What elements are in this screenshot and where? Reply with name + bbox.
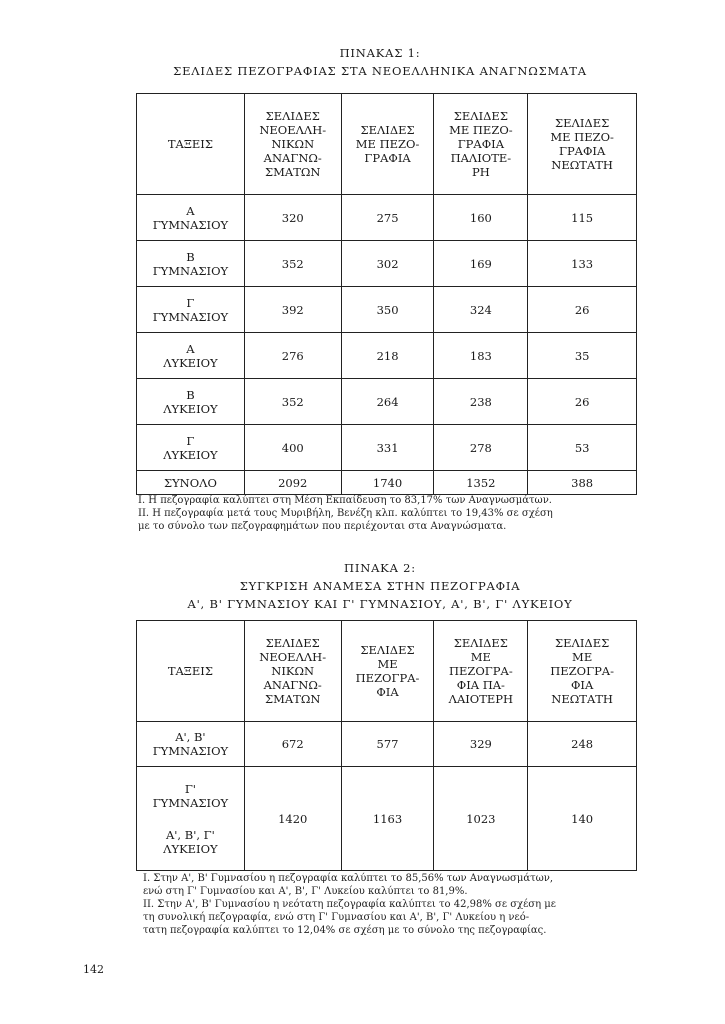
table1-header-cell — [434, 94, 528, 195]
table1-total-cell: 388 — [528, 471, 637, 495]
table1-value-cell: 115 — [528, 195, 637, 241]
cell-line: ΣΕΛΙΔΕΣ — [360, 123, 415, 137]
table1-row — [137, 287, 637, 333]
table2-header-cell — [244, 621, 341, 722]
table2-value-cell: 1420 — [244, 767, 341, 871]
table1-header-cell — [137, 94, 245, 195]
table1 — [136, 93, 637, 495]
table1-value-cell: 320 — [244, 195, 341, 241]
cell-line: ΝΕΟΕΛΛΗ- — [259, 123, 327, 137]
cell-line: ΡΗ — [471, 165, 490, 179]
table2-value-cell: 672 — [244, 722, 341, 767]
cell-line: ΛΥΚΕΙΟΥ — [163, 401, 218, 416]
cell-line: ΓΡΑΦΙΑ — [558, 144, 606, 158]
table1-total-label: ΣΥΝΟΛΟ — [137, 471, 245, 495]
cell-line: ΓΥΜΝΑΣΙΟΥ — [152, 217, 229, 232]
table1-class-cell — [137, 287, 245, 333]
table1-class-cell — [137, 195, 245, 241]
table2-value-cell: 329 — [434, 722, 528, 767]
table2-caption — [120, 559, 640, 613]
cell-line: ΓΡΑΦΙΑ — [457, 137, 505, 151]
table1-row — [137, 241, 637, 287]
cell-line: ΝΕΩΤΑΤΗ — [551, 158, 613, 172]
cell-line: ΓΡΑΦΙΑ — [364, 151, 411, 165]
table1-value-cell: 331 — [341, 425, 434, 471]
table1-value-cell: 35 — [528, 333, 637, 379]
table1-row — [137, 333, 637, 379]
cell-line: ΜΕ ΠΕΖΟ- — [355, 137, 420, 151]
table1-header-cell — [244, 94, 341, 195]
note-line: με το σύνολο των πεζογραφημάτων που περιέχονται στα Αναγνώσματα. — [138, 521, 507, 532]
table2 — [136, 620, 637, 871]
table1-value-cell: 324 — [434, 287, 528, 333]
cell-line: ΣΕΛΙΔΕΣ — [555, 636, 610, 650]
table1-row — [137, 379, 637, 425]
cell-line: ΜΕ — [470, 650, 491, 664]
cell-line: ΣΕΛΙΔΕΣ — [265, 636, 320, 650]
cell-line: ΦΙΑ — [376, 685, 399, 699]
table1-value-cell: 352 — [244, 379, 341, 425]
table1-class-cell — [137, 241, 245, 287]
table2-caption-line2: ΣΥΓΚΡΙΣΗ ΑΝΑΜΕΣΑ ΣΤΗΝ ΠΕΖΟΓΡΑΦΙΑ — [239, 579, 521, 593]
table1-value-cell: 238 — [434, 379, 528, 425]
cell-line: ΓΥΜΝΑΣΙΟΥ — [152, 263, 229, 278]
table1-row — [137, 195, 637, 241]
table1-value-cell: 276 — [244, 333, 341, 379]
cell-line: Γ' — [184, 781, 196, 796]
table1-caption-line2: ΣΕΛΙΔΕΣ ΠΕΖΟΓΡΑΦΙΑΣ ΣΤΑ ΝΕΟΕΛΛΗΝΙΚΑ ΑΝΑΓΝΩΣΜΑΤΑ — [173, 64, 587, 78]
cell-line: ΠΕΖΟΓΡΑ- — [355, 671, 420, 685]
table2-row — [137, 722, 637, 767]
table1-value-cell: 26 — [528, 379, 637, 425]
table1-value-cell: 352 — [244, 241, 341, 287]
note-line: ΙΙ. Η πεζογραφία μετά τους Μυριβήλη, Βενέζη κλπ. καλύπτει το 19,43% σε σχέση — [138, 508, 553, 519]
cell-line: ΣΕΛΙΔΕΣ — [555, 116, 610, 130]
table1-value-cell: 278 — [434, 425, 528, 471]
cell-line: ΠΕΖΟΓΡΑ- — [448, 664, 513, 678]
cell-line: Α — [186, 341, 195, 356]
table1-total-cell: 2092 — [244, 471, 341, 495]
table2-value-cell: 577 — [341, 722, 434, 767]
table1-value-cell: 302 — [341, 241, 434, 287]
table2-header-cell — [137, 621, 245, 722]
table1-total-cell: 1352 — [434, 471, 528, 495]
table1-value-cell: 218 — [341, 333, 434, 379]
note-line: ΙΙ. Στην Α', Β' Γυμνασίου η νεότατη πεζογραφία καλύπτει το 42,98% σε σχέση με — [143, 899, 556, 910]
table2-class-cell — [137, 767, 245, 871]
table1-value-cell: 133 — [528, 241, 637, 287]
table1-row — [137, 425, 637, 471]
table2-notes — [143, 872, 643, 937]
cell-line: ΛΥΚΕΙΟΥ — [163, 355, 218, 370]
table1-total-cell: 1740 — [341, 471, 434, 495]
table2-value-cell: 248 — [528, 722, 637, 767]
cell-line: ΜΕ ΠΕΖΟ- — [550, 130, 614, 144]
cell-line: ΛΥΚΕΙΟΥ — [163, 447, 218, 462]
table1-header-row — [137, 94, 637, 195]
table1-value-cell: 275 — [341, 195, 434, 241]
table1-value-cell: 26 — [528, 287, 637, 333]
table1-notes — [138, 494, 638, 533]
cell-line: ΣΕΛΙΔΕΣ — [360, 643, 415, 657]
table2-caption-line3: Α', Β' ΓΥΜΝΑΣΙΟΥ ΚΑΙ Γ' ΓΥΜΝΑΣΙΟΥ, Α', Β', Γ' ΛΥΚΕΙΟΥ — [187, 597, 573, 611]
cell-line: ΤΑΞΕΙΣ — [167, 137, 213, 151]
cell-line: ΣΕΛΙΔΕΣ — [453, 636, 508, 650]
cell-line: ΛΥΚΕΙΟΥ — [163, 841, 218, 856]
cell-line: ΣΕΛΙΔΕΣ — [265, 109, 320, 123]
table1-value-cell: 53 — [528, 425, 637, 471]
cell-line: ΣΜΑΤΩΝ — [265, 165, 321, 179]
note-line: τη συνολική πεζογραφία, ενώ στη Γ' Γυμνασίου και Α', Β', Γ' Λυκείου η νεό- — [143, 912, 530, 923]
table1-class-cell — [137, 425, 245, 471]
cell-line: ΜΕ ΠΕΖΟ- — [449, 123, 513, 137]
table2-header-cell — [434, 621, 528, 722]
cell-line: ΝΙΚΩΝ — [271, 137, 315, 151]
table1-class-cell — [137, 379, 245, 425]
cell-line: ΛΑΙΟΤΕΡΗ — [448, 692, 514, 706]
cell-line: ΤΑΞΕΙΣ — [167, 664, 213, 678]
table1-value-cell: 183 — [434, 333, 528, 379]
table2-class-cell — [137, 722, 245, 767]
cell-line: Γ — [186, 295, 195, 310]
table1-value-cell: 169 — [434, 241, 528, 287]
cell-line: ΣΜΑΤΩΝ — [264, 692, 321, 706]
table1-class-cell — [137, 333, 245, 379]
table2-header-cell — [341, 621, 434, 722]
table2-caption-line1: ΠΙΝΑΚΑ 2: — [344, 561, 416, 575]
cell-line: ΝΕΟΕΛΛΗ- — [259, 650, 327, 664]
table2-header-cell — [528, 621, 637, 722]
table1-value-cell: 392 — [244, 287, 341, 333]
cell-line: Β — [186, 387, 195, 402]
table2-row — [137, 767, 637, 871]
note-line: τατη πεζογραφία καλύπτει το 12,04% σε σχέση με το σύνολο της πεζογραφίας. — [143, 925, 547, 936]
table2-value-cell: 1023 — [434, 767, 528, 871]
table1-header-cell — [528, 94, 637, 195]
table1-caption-line1: ΠΙΝΑΚΑΣ 1: — [339, 46, 421, 60]
cell-line: Α', Β' — [175, 730, 206, 744]
cell-line: ΓΥΜΝΑΣΙΟΥ — [152, 795, 229, 810]
note-line: Ι. Η πεζογραφία καλύπτει στη Μέση Εκπαίδευση το 83,17% των Αναγνωσμάτων. — [138, 495, 552, 506]
cell-line: ΣΕΛΙΔΕΣ — [453, 109, 508, 123]
table1-total-row — [137, 471, 637, 495]
cell-line: ΦΙΑ — [570, 678, 594, 692]
cell-line: Γ — [186, 433, 195, 448]
cell-line: ΠΕΖΟΓΡΑ- — [550, 664, 614, 678]
table1-value-cell: 264 — [341, 379, 434, 425]
cell-line: ΝΕΩΤΑΤΗ — [551, 692, 613, 706]
table1-value-cell: 400 — [244, 425, 341, 471]
table2-value-cell: 1163 — [341, 767, 434, 871]
page-number: 142 — [83, 963, 104, 976]
cell-line: ΓΥΜΝΑΣΙΟΥ — [152, 309, 229, 324]
cell-line: ΑΝΑΓΝΩ- — [263, 678, 322, 692]
note-line: Ι. Στην Α', Β' Γυμνασίου η πεζογραφία καλύπτει το 85,56% των Αναγνωσμάτων, — [143, 873, 554, 884]
cell-line: Β — [186, 249, 195, 264]
cell-line: ΠΑΛΙΟΤΕ- — [450, 151, 512, 165]
cell-line: ΜΕ — [572, 650, 593, 664]
table2-header-row — [137, 621, 637, 722]
cell-line: ΓΥΜΝΑΣΙΟΥ — [152, 744, 229, 758]
cell-line: ΑΝΑΓΝΩ- — [263, 151, 322, 165]
note-line: ενώ στη Γ' Γυμνασίου και Α', Β', Γ' Λυκείου καλύπτει το 81,9%. — [143, 886, 468, 897]
cell-line: ΜΕ — [377, 657, 398, 671]
table1-header-cell — [341, 94, 434, 195]
cell-line: Α — [186, 203, 195, 218]
cell-line: ΦΙΑ ΠΑ- — [456, 678, 505, 692]
cell-line: Α', Β', Γ' — [165, 827, 215, 842]
cell-line: ΝΙΚΩΝ — [271, 664, 315, 678]
table1-value-cell: 350 — [341, 287, 434, 333]
table1-value-cell: 160 — [434, 195, 528, 241]
table2-value-cell: 140 — [528, 767, 637, 871]
table1-caption — [120, 44, 640, 80]
